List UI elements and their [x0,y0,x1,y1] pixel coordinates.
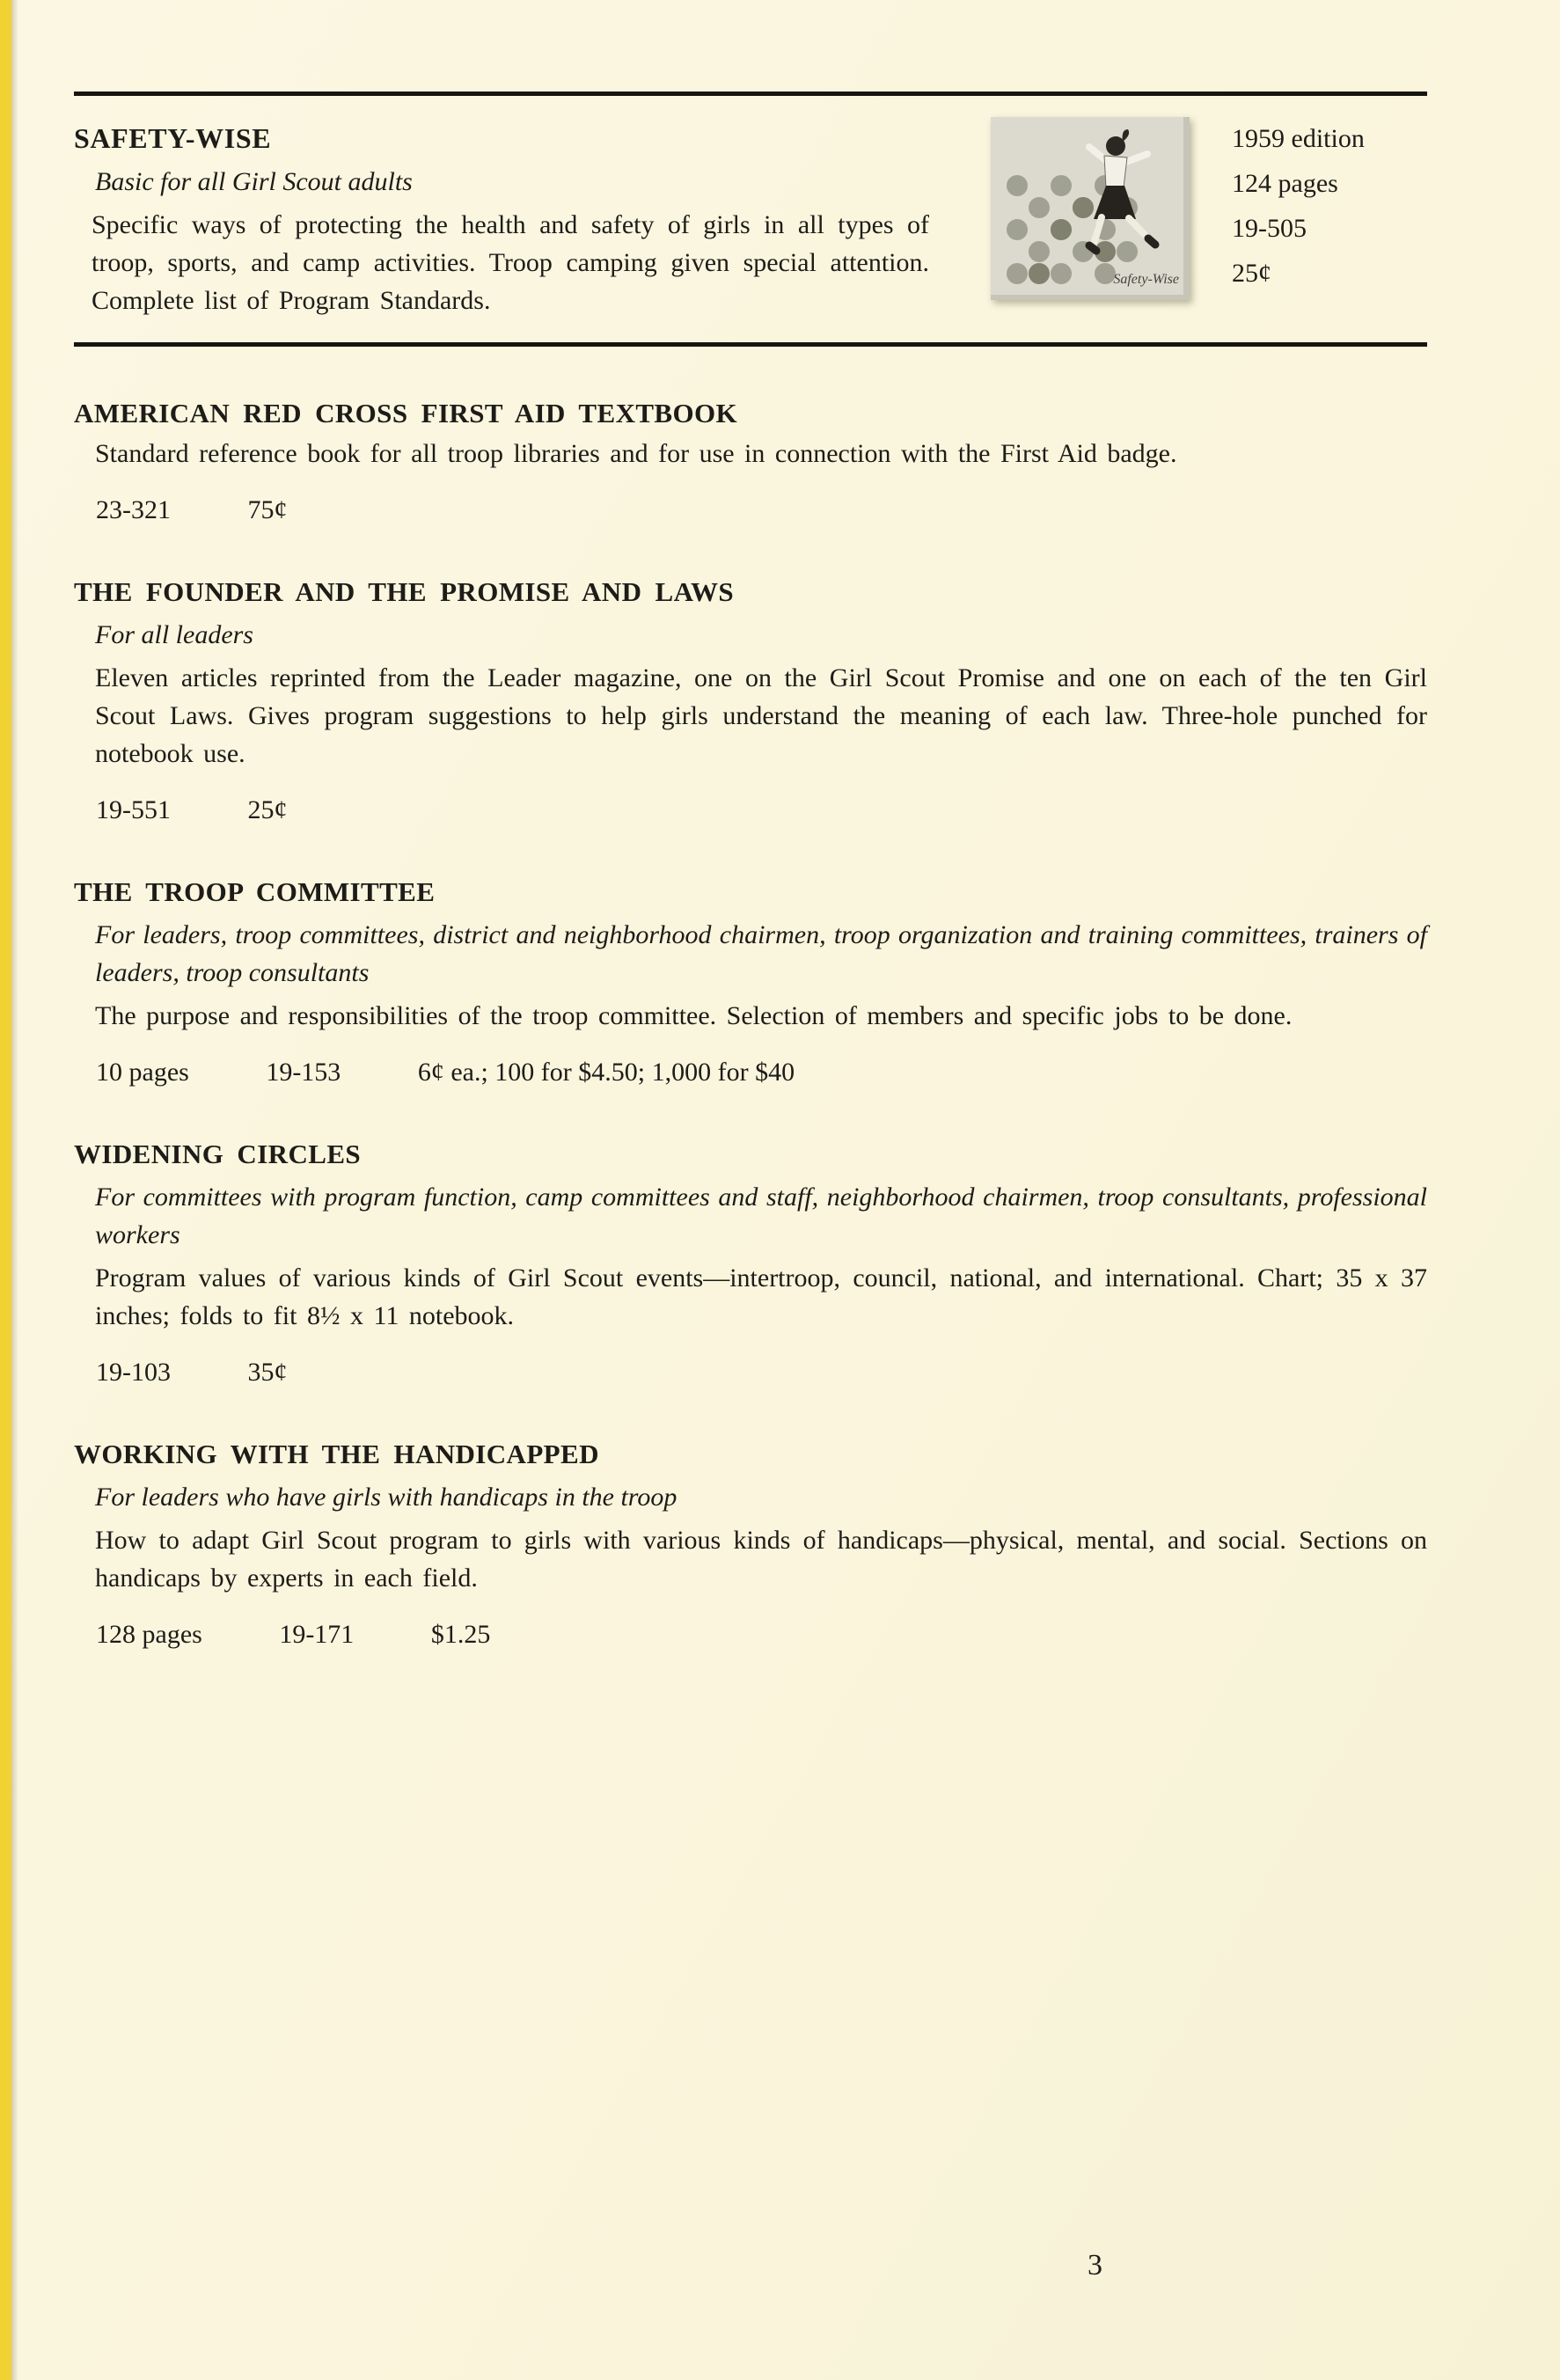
entry-description: Standard reference book for all troop libraries and for use in connection with the First Aid badge. [95,439,1177,468]
catalog-entry-widening-circles [74,1139,1427,1388]
featured-description: Specific ways of protecting the health and safety of girls in all types of troop, sports, and camp activities. Troop camping given special attention. Complete list of Program Standards. [92,210,929,315]
page-number: 3 [1088,2249,1102,2281]
entry-meta [96,1058,1427,1087]
scan-edge-strip [0,0,11,2380]
entry-description: Eleven articles reprinted from the Leader magazine, one on the Girl Scout Promise and one on each of the ten Girl Scout Laws. Gives program suggestions to help girls understand the meaning of each law. Three-hole punched for notebook use. [95,663,1427,768]
price-text: 25¢ [1232,259,1271,288]
price-text: $1.25 [430,1620,491,1649]
entry-audience: For leaders, troop committees, district and neighborhood chairmen, troop organization and training committees, trainers of leaders, troop consultants [95,920,1427,987]
entry-title: WIDENING CIRCLES [74,1139,362,1169]
entry-audience: For committees with program function, camp committees and staff, neighborhood chairmen, troop consultants, professional workers [95,1183,1427,1249]
price-text: 75¢ [247,495,288,524]
catalog-number-text: 19-551 [96,795,171,824]
entry-description: How to adapt Girl Scout program to girls with various kinds of handicaps—physical, mental, and social. Sections on handicaps by experts in each field. [95,1526,1427,1593]
entry-meta [96,1358,1427,1388]
mid-rule [74,342,1427,347]
entry-description: The purpose and responsibilities of the troop committee. Selection of members and specific jobs to be done. [95,1001,1293,1030]
catalog-entry-handicapped [74,1439,1427,1650]
price-text: 6¢ ea.; 100 for $4.50; 1,000 for $40 [417,1058,795,1087]
featured-text [74,122,929,319]
entry-meta [96,1620,1427,1650]
entry-meta [96,495,1427,525]
cover-title-text: Safety-Wise [1113,272,1179,287]
catalog-number-text: 19-103 [96,1358,171,1387]
featured-details [1232,124,1365,304]
price-text: 25¢ [247,795,288,824]
top-rule [74,92,1427,96]
featured-entry [74,122,1427,319]
featured-audience: Basic for all Girl Scout adults [95,167,413,196]
entry-title: AMERICAN RED CROSS FIRST AID TEXTBOOK [74,398,738,428]
catalog-entry-red-cross [74,398,1427,525]
entry-audience: For all leaders [95,620,253,649]
entry-audience: For leaders who have girls with handicaps in the troop [95,1483,677,1512]
catalog-number-text: 23-321 [96,495,171,524]
page-count-text: 128 pages [96,1620,202,1649]
catalog-entry-troop-committee [74,876,1427,1087]
featured-title: SAFETY-WISE [74,122,272,154]
edition-text: 1959 edition [1232,124,1365,153]
entry-title: THE FOUNDER AND THE PROMISE AND LAWS [74,576,734,607]
price-text: 35¢ [247,1358,288,1387]
catalog-entry-founder [74,576,1427,825]
catalog-number-text: 19-171 [279,1620,355,1649]
entry-meta [96,795,1427,825]
catalog-number-text: 19-505 [1232,214,1307,243]
page-count-text: 124 pages [1232,169,1338,198]
page-content [0,92,1560,1650]
catalog-number-text: 19-153 [266,1058,341,1087]
entry-title: WORKING WITH THE HANDICAPPED [74,1439,599,1469]
entry-title: THE TROOP COMMITTEE [74,876,436,907]
scan-edge-shadow [11,0,18,2380]
book-cover-image [991,117,1190,300]
page-count-text: 10 pages [96,1058,189,1087]
entry-description: Program values of various kinds of Girl Scout events—intertroop, council, national, and international. Chart; 35 x 37 inches; folds to fit 8½ x 11 notebook. [95,1263,1427,1330]
